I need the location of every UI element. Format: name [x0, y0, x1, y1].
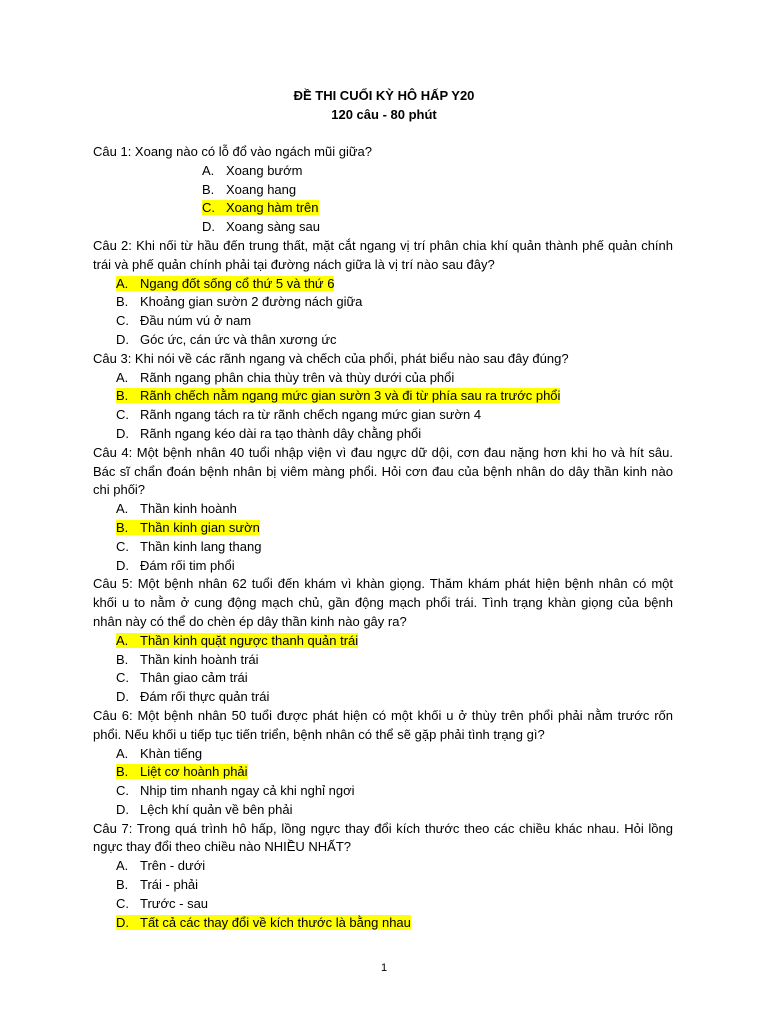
- option-b-answer: [93, 387, 673, 406]
- option-text: Khoảng gian sườn 2 đường nách giữa: [140, 294, 363, 310]
- option-text: Rãnh chếch nằm ngang mức gian sườn 3 và đi từ phía sau ra trước phổi: [140, 388, 561, 404]
- option-letter: C.: [116, 783, 129, 799]
- option-text: Thân giao cảm trái: [140, 670, 248, 686]
- page-number: 1: [380, 962, 388, 974]
- option-b: [93, 181, 673, 200]
- question-2: [93, 237, 673, 350]
- option-a: [93, 857, 673, 876]
- option-letter: A.: [116, 275, 129, 291]
- option-text: Thần kinh gian sườn: [140, 519, 260, 535]
- option-letter: B.: [202, 181, 215, 197]
- option-c: [93, 538, 673, 557]
- option-letter: B.: [116, 651, 129, 667]
- option-list: [93, 162, 673, 237]
- option-a: [93, 162, 673, 181]
- option-text: Xoang hàm trên: [226, 200, 319, 216]
- option-text: Ngang đốt sống cổ thứ 5 và thứ 6: [140, 275, 335, 291]
- option-text: Đám rối tim phổi: [140, 557, 235, 573]
- option-letter: D.: [116, 331, 129, 347]
- question-text: Câu 3: Khi nói về các rãnh ngang và chếch của phổi, phát biểu nào sau đây đúng?: [93, 350, 569, 366]
- option-text: Liệt cơ hoành phải: [140, 764, 248, 780]
- option-text: Xoang hang: [226, 181, 297, 197]
- option-text: Tất cả các thay đổi về kích thước là bằng nhau: [140, 914, 411, 930]
- option-letter: C.: [116, 313, 129, 329]
- option-text: Rãnh ngang kéo dài ra tạo thành dây chằng phổi: [140, 425, 422, 441]
- option-a-answer: [93, 275, 673, 294]
- option-d: [93, 425, 673, 444]
- option-letter: A.: [202, 162, 215, 178]
- document-subtitle: 120 câu - 80 phút: [331, 107, 437, 122]
- question-text: Câu 2: Khi nối từ hầu đến trung thất, mặt cắt ngang vị trí phân chia khí quản thành phế quản chính trái và phế quản chính phải tại đường nách giữa là vị trí nào sau đây?: [93, 237, 673, 272]
- option-b-answer: [93, 519, 673, 538]
- question-text: Câu 4: Một bệnh nhân 40 tuổi nhập viện vì đau ngực dữ dội, cơn đau nặng hơn khi ho và hít sâu. Bác sĩ chẩn đoán bệnh nhân bị viêm màng phổi. Hỏi cơn đau của bệnh nhân do dây thần kinh nào chi phối?: [93, 444, 673, 498]
- option-text: Góc ức, cán ức và thân xương ức: [140, 331, 337, 347]
- option-text: Trước - sau: [140, 895, 209, 911]
- option-list: [93, 857, 673, 932]
- option-list: [93, 369, 673, 444]
- option-letter: B.: [116, 877, 129, 893]
- option-list: [93, 275, 673, 350]
- option-d-answer: [93, 914, 673, 933]
- option-list: [93, 500, 673, 575]
- option-b: [93, 293, 673, 312]
- option-a-answer: [93, 632, 673, 651]
- option-a: [93, 745, 673, 764]
- option-d: [93, 331, 673, 350]
- option-letter: C.: [116, 895, 129, 911]
- option-text: Rãnh ngang phân chia thùy trên và thùy dưới của phổi: [140, 369, 455, 385]
- option-b: [93, 651, 673, 670]
- option-letter: C.: [116, 407, 129, 423]
- option-b: [93, 876, 673, 895]
- option-list: [93, 632, 673, 707]
- option-letter: A.: [116, 369, 129, 385]
- option-letter: C.: [116, 670, 129, 686]
- option-c: [93, 406, 673, 425]
- option-c: [93, 669, 673, 688]
- document-header: [0, 86, 768, 124]
- option-text: Thần kinh hoành: [140, 501, 237, 517]
- option-text: Trên - dưới: [140, 858, 206, 874]
- option-text: Lệch khí quản về bên phải: [140, 801, 293, 817]
- question-text: Câu 1: Xoang nào có lỗ đổ vào ngách mũi giữa?: [93, 144, 373, 159]
- option-text: Đám rối thực quản trái: [140, 689, 270, 705]
- option-letter: A.: [116, 501, 129, 517]
- option-d: [93, 557, 673, 576]
- option-text: Nhịp tim nhanh ngay cả khi nghỉ ngơi: [140, 783, 355, 799]
- question-list: [93, 143, 673, 932]
- question-text: Câu 6: Một bệnh nhân 50 tuổi được phát hiện có một khối u ở thùy trên phổi phải nằm trước rốn phổi. Nếu khối u tiếp tục tiến triển, bệnh nhân có thể sẽ gặp phải tình trạng gì?: [93, 707, 673, 742]
- option-letter: B.: [116, 764, 129, 780]
- option-letter: B.: [116, 388, 129, 404]
- option-text: Thần kinh quặt ngược thanh quản trái: [140, 632, 359, 648]
- option-c-answer: [93, 199, 673, 218]
- question-6: [93, 707, 673, 820]
- question-text: Câu 5: Một bệnh nhân 62 tuổi đến khám vì khàn giọng. Thăm khám phát hiện bệnh nhân có một khối u to nằm ở cung động mạch chủ, gần động mạch phổi trái. Tình trạng khàn giọng của bệnh nhân này có thể do chèn ép dây thần kinh nào gây ra?: [93, 576, 673, 629]
- option-text: Đầu núm vú ở nam: [140, 313, 252, 329]
- question-5: [93, 575, 673, 707]
- option-letter: D.: [116, 914, 129, 930]
- option-letter: D.: [116, 425, 129, 441]
- option-letter: D.: [116, 801, 129, 817]
- question-7: [93, 820, 673, 933]
- option-d: [93, 801, 673, 820]
- option-letter: D.: [202, 219, 215, 235]
- option-b-answer: [93, 763, 673, 782]
- option-list: [93, 745, 673, 820]
- document-title: ĐỀ THI CUỐI KỲ HÔ HẤP Y20: [293, 88, 475, 103]
- question-4: [93, 444, 673, 576]
- option-text: Rãnh ngang tách ra từ rãnh chếch ngang mức gian sườn 4: [140, 407, 482, 423]
- option-letter: C.: [116, 538, 129, 554]
- option-letter: A.: [116, 858, 129, 874]
- option-letter: B.: [116, 294, 129, 310]
- option-a: [93, 500, 673, 519]
- option-c: [93, 312, 673, 331]
- option-letter: A.: [116, 632, 129, 648]
- option-letter: B.: [116, 519, 129, 535]
- option-text: Khàn tiếng: [140, 745, 203, 761]
- option-c: [93, 895, 673, 914]
- option-letter: A.: [116, 745, 129, 761]
- option-letter: D.: [116, 689, 129, 705]
- option-letter: D.: [116, 557, 129, 573]
- question-1: [93, 143, 673, 237]
- option-text: Xoang bướm: [226, 162, 303, 178]
- option-d: [93, 218, 673, 237]
- question-3: [93, 350, 673, 444]
- option-a: [93, 369, 673, 388]
- option-text: Trái - phải: [140, 877, 199, 893]
- option-letter: C.: [202, 200, 215, 216]
- option-text: Xoang sàng sau: [226, 219, 320, 235]
- option-c: [93, 782, 673, 801]
- option-d: [93, 688, 673, 707]
- question-text: Câu 7: Trong quá trình hô hấp, lồng ngực thay đổi kích thước theo các chiều khác nhau. Hỏi lồng ngực thay đổi theo chiều nào NHIỀU NHẤT?: [93, 820, 673, 855]
- option-text: Thần kinh lang thang: [140, 538, 262, 554]
- option-text: Thần kinh hoành trái: [140, 651, 259, 667]
